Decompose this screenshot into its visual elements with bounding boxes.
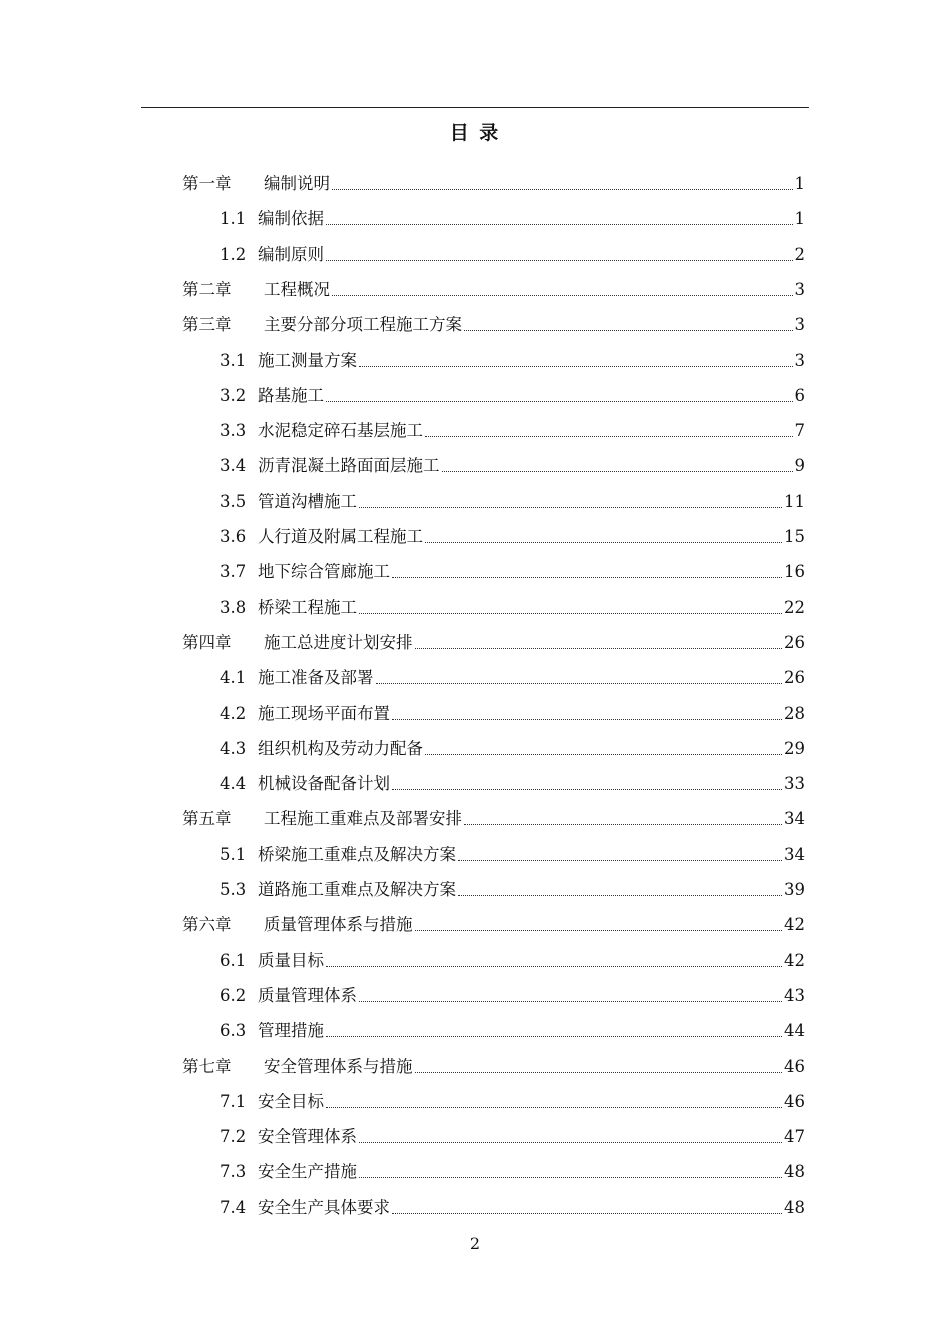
toc-dot-leader: [359, 1001, 782, 1002]
toc-entry-number: 4.1: [220, 668, 247, 688]
toc-entry-label: 安全生产措施: [258, 1162, 357, 1182]
toc-entry-page-number: 46: [784, 1091, 805, 1111]
toc-entry-section[interactable]: [220, 728, 805, 760]
toc-entry-label: 质量目标: [258, 950, 324, 970]
toc-entry-number: 第五章: [182, 809, 232, 829]
toc-entry-label: 道路施工重难点及解决方案: [258, 880, 456, 899]
toc-entry-section[interactable]: [220, 198, 805, 230]
toc-entry-section[interactable]: [220, 975, 805, 1007]
toc-dot-leader: [326, 401, 793, 402]
toc-entry-label: 水泥稳定碎石基层施工: [258, 421, 423, 441]
toc-entry-page-number: 3: [794, 315, 805, 335]
toc-entry-number: 7.3: [220, 1162, 247, 1182]
toc-entry-label: 施工现场平面布置: [258, 703, 390, 723]
toc-dot-leader: [359, 507, 782, 508]
toc-entry-label: 工程施工重难点及部署安排: [264, 809, 462, 829]
toc-dot-leader: [392, 789, 782, 790]
toc-entry-label: 安全管理体系: [258, 1127, 357, 1147]
toc-dot-leader: [392, 577, 782, 578]
toc-dot-leader: [392, 1213, 782, 1214]
toc-dot-leader: [464, 330, 793, 331]
toc-entry-page-number: 22: [784, 597, 805, 617]
toc-dot-leader: [464, 824, 782, 825]
toc-entry-number: 4.4: [220, 774, 247, 794]
toc-entry-number: 6.1: [220, 950, 247, 970]
toc-dot-leader: [425, 754, 782, 755]
toc-entry-label: 施工总进度计划安排: [264, 632, 413, 652]
toc-entry-page-number: 2: [794, 244, 805, 264]
toc-entry-section[interactable]: [220, 693, 805, 725]
toc-entry-page-number: 42: [784, 950, 805, 970]
toc-entry-number: 7.4: [220, 1197, 247, 1217]
toc-entry-page-number: 3: [794, 350, 805, 370]
toc-entry-chapter[interactable]: [182, 622, 805, 654]
toc-entry-page-number: 34: [784, 844, 805, 864]
toc-dot-leader: [359, 613, 782, 614]
toc-entry-section[interactable]: [220, 340, 805, 372]
toc-entry-section[interactable]: [220, 869, 805, 901]
toc-entry-page-number: 39: [784, 880, 805, 899]
toc-entry-number: 第六章: [182, 915, 232, 935]
toc-entry-number: 第七章: [182, 1056, 232, 1076]
toc-entry-page-number: 28: [784, 703, 805, 723]
toc-entry-label: 地下综合管廊施工: [258, 562, 390, 582]
toc-entry-number: 3.4: [220, 456, 247, 476]
toc-entry-label: 施工测量方案: [258, 350, 357, 370]
toc-entry-section[interactable]: [220, 375, 805, 407]
toc-entry-page-number: 26: [784, 668, 805, 688]
toc-entry-label: 桥梁工程施工: [258, 597, 357, 617]
toc-entry-number: 1.1: [220, 209, 247, 229]
toc-dot-leader: [359, 1142, 782, 1143]
toc-entry-section[interactable]: [220, 1116, 805, 1148]
toc-entry-page-number: 44: [784, 1021, 805, 1041]
toc-entry-page-number: 43: [784, 985, 805, 1005]
toc-entry-page-number: 11: [784, 491, 805, 511]
toc-entry-page-number: 26: [784, 632, 805, 652]
toc-entry-page-number: 7: [794, 421, 805, 441]
toc-entry-number: 3.3: [220, 421, 247, 441]
toc-entry-page-number: 33: [784, 774, 805, 794]
toc-entry-page-number: 9: [794, 456, 805, 476]
toc-entry-page-number: 34: [784, 809, 805, 829]
toc-entry-number: 4.3: [220, 738, 247, 758]
toc-entry-label: 施工准备及部署: [258, 668, 374, 688]
toc-entry-label: 质量管理体系与措施: [264, 915, 413, 935]
toc-entry-number: 3.2: [220, 385, 247, 405]
toc-title: 目 录: [449, 122, 501, 144]
toc-entry-number: 7.1: [220, 1091, 247, 1111]
toc-entry-page-number: 1: [794, 209, 805, 229]
toc-entry-label: 组织机构及劳动力配备: [258, 738, 423, 758]
toc-entry-page-number: 15: [784, 527, 805, 546]
toc-entry-chapter[interactable]: [182, 269, 805, 301]
toc-entry-section[interactable]: [220, 410, 805, 442]
toc-entry-label: 路基施工: [258, 385, 324, 405]
toc-entry-number: 6.3: [220, 1021, 247, 1041]
toc-entry-section[interactable]: [220, 1081, 805, 1113]
toc-entry-chapter[interactable]: [182, 798, 805, 830]
toc-entry-page-number: 3: [794, 279, 805, 299]
header-rule: [141, 107, 809, 108]
toc-dot-leader: [332, 295, 793, 296]
toc-dot-leader: [376, 683, 783, 684]
footer-page-number: 2: [469, 1234, 481, 1253]
toc-entry-section[interactable]: [220, 1151, 805, 1183]
toc-entry-section[interactable]: [220, 234, 805, 266]
toc-dot-leader: [359, 366, 793, 367]
toc-dot-leader: [425, 436, 793, 437]
toc-dot-leader: [415, 1072, 783, 1073]
toc-entry-number: 3.8: [220, 597, 247, 617]
toc-entry-section[interactable]: [220, 445, 805, 477]
toc-entry-page-number: 47: [784, 1127, 805, 1147]
toc-entry-number: 3.5: [220, 491, 247, 511]
toc-entry-number: 3.6: [220, 527, 247, 546]
toc-dot-leader: [415, 648, 783, 649]
toc-dot-leader: [458, 895, 782, 896]
toc-entry-number: 1.2: [220, 244, 247, 264]
toc-entry-page-number: 46: [784, 1056, 805, 1076]
toc-entry-number: 6.2: [220, 985, 247, 1005]
toc-entry-number: 第四章: [182, 632, 232, 652]
toc-entry-section[interactable]: [220, 1010, 805, 1042]
toc-entry-label: 编制依据: [258, 209, 324, 229]
toc-entry-section[interactable]: [220, 481, 805, 513]
toc-entry-section[interactable]: [220, 657, 805, 689]
toc-entry-page-number: 42: [784, 915, 805, 935]
toc-entry-section[interactable]: [220, 551, 805, 583]
toc-entry-number: 3.7: [220, 562, 247, 582]
toc-dot-leader: [442, 471, 793, 472]
toc-entry-number: 4.2: [220, 703, 247, 723]
toc-dot-leader: [458, 860, 782, 861]
toc-entry-label: 人行道及附属工程施工: [258, 527, 423, 546]
toc-entry-page-number: 16: [784, 562, 805, 582]
toc-entry-label: 桥梁施工重难点及解决方案: [258, 844, 456, 864]
toc-entry-number: 7.2: [220, 1127, 247, 1147]
toc-entry-number: 第二章: [182, 279, 232, 299]
toc-entry-label: 工程概况: [264, 279, 330, 299]
toc-dot-leader: [415, 930, 783, 931]
toc-dot-leader: [359, 1177, 782, 1178]
toc-entry-page-number: 1: [794, 174, 805, 193]
toc-entry-section[interactable]: [220, 516, 805, 548]
toc-entry-page-number: 48: [784, 1162, 805, 1182]
toc-dot-leader: [326, 224, 793, 225]
toc-entry-label: 管理措施: [258, 1021, 324, 1041]
toc-entry-number: 第三章: [182, 315, 232, 335]
toc-entry-label: 安全管理体系与措施: [264, 1056, 413, 1076]
toc-dot-leader: [326, 966, 782, 967]
toc-entry-section[interactable]: [220, 763, 805, 795]
toc-entry-page-number: 48: [784, 1197, 805, 1217]
toc-entry-number: 5.1: [220, 844, 247, 864]
toc-entry-label: 主要分部分项工程施工方案: [264, 315, 462, 335]
toc-entry-label: 安全目标: [258, 1091, 324, 1111]
toc-entry-label: 编制说明: [264, 174, 330, 193]
toc-entry-page-number: 29: [784, 738, 805, 758]
toc-entry-label: 编制原则: [258, 244, 324, 264]
toc-entry-number: 3.1: [220, 350, 247, 370]
toc-entry-number: 第一章: [182, 174, 232, 193]
toc-dot-leader: [326, 1107, 782, 1108]
toc-entry-label: 沥青混凝土路面面层施工: [258, 456, 440, 476]
toc-dot-leader: [332, 189, 793, 190]
toc-dot-leader: [326, 260, 793, 261]
toc-entry-chapter[interactable]: [182, 163, 805, 195]
toc-entry-section[interactable]: [220, 940, 805, 972]
toc-entry-chapter[interactable]: [182, 1046, 805, 1078]
toc-entry-label: 管道沟槽施工: [258, 491, 357, 511]
toc-entry-section[interactable]: [220, 1187, 805, 1219]
toc-entry-number: 5.3: [220, 880, 247, 899]
toc-dot-leader: [392, 719, 782, 720]
toc-dot-leader: [425, 542, 782, 543]
toc-entry-section[interactable]: [220, 587, 805, 619]
toc-dot-leader: [326, 1036, 782, 1037]
toc-entry-label: 安全生产具体要求: [258, 1197, 390, 1217]
toc-entry-section[interactable]: [220, 834, 805, 866]
toc-entry-page-number: 6: [794, 385, 805, 405]
toc-entry-chapter[interactable]: [182, 904, 805, 936]
toc-entry-label: 机械设备配备计划: [258, 774, 390, 794]
toc-entry-label: 质量管理体系: [258, 985, 357, 1005]
toc-entry-chapter[interactable]: [182, 304, 805, 336]
